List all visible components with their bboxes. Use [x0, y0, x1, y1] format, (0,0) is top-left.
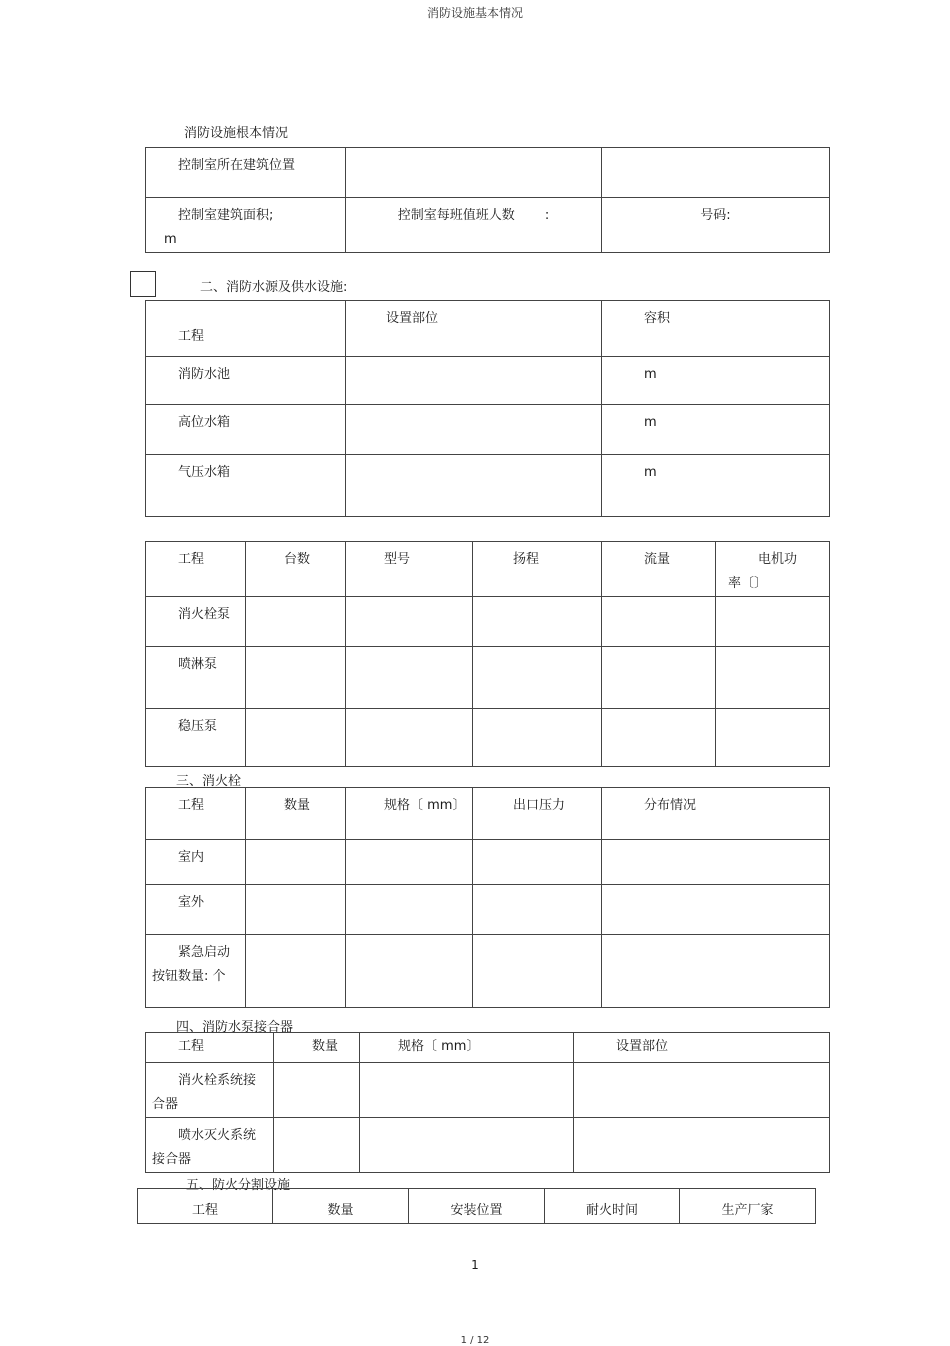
- connector-header-spec: 规格〔 mm〕: [360, 1033, 574, 1063]
- control-room-table: [145, 147, 830, 253]
- connector-cell: [274, 1063, 360, 1118]
- pump-cell: [716, 709, 830, 767]
- hydrant-cell: [602, 840, 830, 885]
- water-header-project: 工程: [146, 301, 346, 357]
- water-row-unit: m: [602, 357, 830, 405]
- hydrant-header-pressure: 出口压力: [473, 788, 602, 840]
- pump-cell: [246, 597, 346, 647]
- hydrant-table: [145, 787, 830, 1008]
- pump-header-flow: 流量: [602, 542, 716, 597]
- pump-cell: [246, 647, 346, 709]
- fire-sep-header-maker: 生产厂家: [680, 1189, 816, 1224]
- hydrant-cell: [346, 840, 473, 885]
- water-row-unit: m: [602, 455, 830, 517]
- section-3-title: 三、消火栓: [176, 774, 242, 789]
- water-row-name: 消防水池: [146, 357, 346, 405]
- pump-cell: [716, 597, 830, 647]
- connector-row-name: [146, 1118, 274, 1173]
- hydrant-cell: [473, 885, 602, 935]
- connector-cell: [360, 1118, 574, 1173]
- fire-sep-header-location: 安装位置: [409, 1189, 545, 1224]
- pump-header-count: 台数: [246, 542, 346, 597]
- connector-cell: [360, 1063, 574, 1118]
- water-source-table: [145, 300, 830, 517]
- water-row-location: [346, 455, 602, 517]
- control-room-phone-label: 号码:: [602, 198, 830, 253]
- page-count: 1 / 12: [460, 1335, 490, 1346]
- pump-cell: [473, 647, 602, 709]
- connector-header-project: 工程: [146, 1033, 274, 1063]
- hydrant-cell: [246, 840, 346, 885]
- section-5-title: 五、防火分割设施: [186, 1178, 291, 1193]
- pump-cell: [473, 709, 602, 767]
- water-row-location: [346, 357, 602, 405]
- section-2-title: 二、消防水源及供水设施:: [200, 280, 348, 295]
- pump-header-power-label: 电机功率〔: [728, 552, 798, 591]
- connector-cell: [274, 1118, 360, 1173]
- hydrant-row-name: [146, 935, 246, 1008]
- hydrant-header-project: 工程: [146, 788, 246, 840]
- pump-cell: [346, 597, 473, 647]
- pump-row-label: 消火栓泵: [178, 607, 231, 622]
- pump-table: [145, 541, 830, 767]
- pump-cell: [346, 647, 473, 709]
- control-room-location-value: [346, 148, 602, 198]
- section-4-title: 四、消防水泵接合器: [176, 1020, 294, 1035]
- connector-row-name: [146, 1063, 274, 1118]
- pump-cell: [246, 709, 346, 767]
- page-number: 1: [471, 1258, 479, 1272]
- hydrant-cell: [346, 935, 473, 1008]
- water-row-name: 高位水箱: [146, 405, 346, 455]
- control-room-location-extra: [602, 148, 830, 198]
- hydrant-header-count: 数量: [246, 788, 346, 840]
- doc-title: 消防设施根本情况: [184, 126, 289, 141]
- hydrant-cell: [246, 885, 346, 935]
- connector-cell: [574, 1063, 830, 1118]
- hydrant-row-name: 室内: [146, 840, 246, 885]
- pump-header-project: 工程: [146, 542, 246, 597]
- control-room-staff-label: 控制室每班值班人数: [397, 208, 515, 223]
- page-header: 消防设施基本情况: [426, 6, 523, 20]
- pump-cell: [602, 597, 716, 647]
- connector-table: [145, 1032, 830, 1173]
- pump-row-name: 喷淋泵: [146, 647, 246, 709]
- fire-sep-header-rating: 耐火时间: [545, 1189, 680, 1224]
- connector-row-label: 喷水灭火系统接合器: [152, 1128, 257, 1167]
- hydrant-cell: [473, 840, 602, 885]
- hydrant-header-distribution: 分布情况: [602, 788, 830, 840]
- pump-header-power: [716, 542, 830, 597]
- fire-sep-header-count: 数量: [273, 1189, 409, 1224]
- connector-header-location: 设置部位: [574, 1033, 830, 1063]
- pump-header-model: 型号: [346, 542, 473, 597]
- hydrant-header-spec: 规格〔 mm〕: [346, 788, 473, 840]
- hydrant-cell: [602, 885, 830, 935]
- hydrant-cell: [473, 935, 602, 1008]
- pump-header-power-suffix: 〕: [754, 576, 768, 591]
- water-header-volume: 容积: [602, 301, 830, 357]
- connector-row-label: 消火栓系统接合器: [152, 1073, 257, 1112]
- water-row-name: 气压水箱: [146, 455, 346, 517]
- control-room-staff-colon: :: [544, 208, 550, 223]
- pump-cell: [602, 709, 716, 767]
- water-row-unit: m: [602, 405, 830, 455]
- control-room-area-unit: m: [164, 232, 177, 247]
- pump-cell: [716, 647, 830, 709]
- water-header-location: 设置部位: [346, 301, 602, 357]
- connector-header-count: 数量: [274, 1033, 360, 1063]
- control-room-staff-cell: [346, 198, 602, 253]
- fire-separation-table: [137, 1188, 816, 1224]
- connector-cell: [574, 1118, 830, 1173]
- control-room-area-cell: [146, 198, 346, 253]
- pump-cell: [602, 647, 716, 709]
- pump-row-name: 稳压泵: [146, 709, 246, 767]
- pump-row-name: [146, 597, 246, 647]
- fire-sep-header-project: 工程: [138, 1189, 273, 1224]
- pump-cell: [473, 597, 602, 647]
- control-room-area-label: 控制室建筑面积;: [178, 208, 274, 223]
- hydrant-row-label: 紧急启动按钮数量: 个: [152, 945, 231, 984]
- hydrant-row-name: 室外: [146, 885, 246, 935]
- hydrant-cell: [602, 935, 830, 1008]
- hydrant-cell: [246, 935, 346, 1008]
- pump-header-head: 扬程: [473, 542, 602, 597]
- pump-cell: [346, 709, 473, 767]
- control-room-location-label: 控制室所在建筑位置: [146, 148, 346, 198]
- water-row-location: [346, 405, 602, 455]
- checkbox-square[interactable]: [130, 271, 156, 297]
- hydrant-cell: [346, 885, 473, 935]
